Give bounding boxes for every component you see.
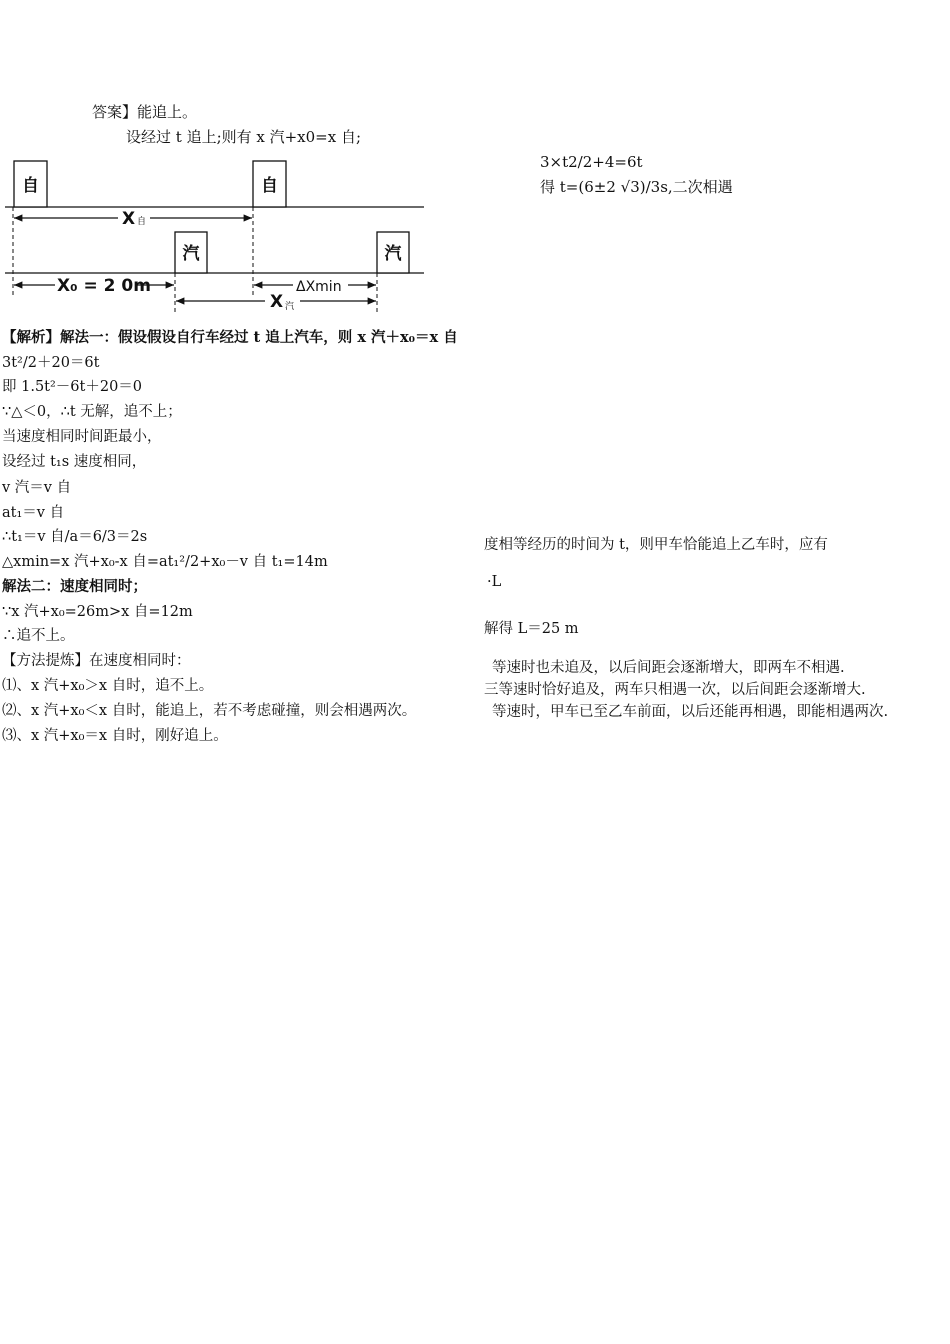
motion-diagram <box>0 158 430 314</box>
assumption-line: 设经过 t 追上;则有 x 汽+x0=x 自; <box>126 128 362 146</box>
car-label-start: 汽 <box>182 244 200 264</box>
right-clipped-fragments <box>484 530 950 730</box>
analysis-line-6: 设经过 t₁s 速度相同， <box>2 454 147 470</box>
analysis-line-8: at₁＝v 自 <box>2 505 65 521</box>
x-bike-label: X <box>122 209 136 229</box>
x-car-sub: 汽 <box>285 302 295 312</box>
analysis-line-5: 当速度相同时间距最小， <box>2 429 162 445</box>
right-fragment-5: 三等速时恰好追及，两车只相遇一次，以后间距会逐渐增大. <box>484 682 866 698</box>
analysis-heading-line: 【解析】解法一：假设假设自行车经过 t 追上汽车，则 x 汽＋x₀＝x 自 <box>2 329 458 346</box>
right-fragment-6: 等速时，甲车已至乙车前面，以后还能再相遇，即能相遇两次. <box>492 704 889 720</box>
car-label-end: 汽 <box>384 244 402 264</box>
analysis-line-2: 3t²/2＋20＝6t <box>2 355 100 371</box>
right-fragment-1: 度相等经历的时间为 t，则甲车恰能追上乙车时，应有 <box>484 537 828 553</box>
analysis-line-9: ∴t₁＝v 自/a＝6/3＝2s <box>2 529 148 545</box>
side-result: 得 t=(6±2 √3)/3s,二次相遇 <box>540 178 733 196</box>
analysis-line-7: v 汽＝v 自 <box>2 480 72 496</box>
right-fragment-4: 等速时也未追及，以后间距会逐渐增大，即两车不相遇. <box>492 660 845 676</box>
right-fragment-2: ·L <box>487 574 502 590</box>
side-equation: 3×t2/2+4=6t <box>540 153 643 171</box>
analysis-line-13: ∴追不上。 <box>2 628 75 644</box>
analysis-line-10: △xmin=x 汽+x₀-x 自=at₁²/2+x₀－v 自 t₁=14m <box>2 554 328 570</box>
x-car-label: X <box>270 292 284 312</box>
right-fragment-3: 解得 L＝25 m <box>484 621 579 637</box>
method-case-1: ⑴、x 汽+x₀＞x 自时，追不上。 <box>2 678 214 694</box>
x0-label: X₀ = 2 0m <box>57 276 151 296</box>
answer-line: 答案】能追上。 <box>92 103 198 121</box>
bike-label-start: 自 <box>22 176 39 196</box>
analysis-line-12: ∵x 汽+x₀=26m>x 自=12m <box>2 604 193 620</box>
dx-min-label: ΔXmin <box>296 279 342 295</box>
method-case-2: ⑵、x 汽+x₀＜x 自时，能追上，若不考虑碰撞，则会相遇两次。 <box>2 703 417 719</box>
analysis-line-3: 即 1.5t²－6t＋20＝0 <box>2 379 143 395</box>
bike-label-end: 自 <box>261 176 278 196</box>
method-case-3: ⑶、x 汽+x₀＝x 自时，刚好追上。 <box>2 728 228 744</box>
analysis-line-4: ∵△＜0，∴t 无解，追不上； <box>2 404 182 420</box>
analysis-method-2: 解法二：速度相同时； <box>2 578 147 595</box>
x-bike-sub: 自 <box>137 217 147 227</box>
method-summary-heading: 【方法提炼】在速度相同时： <box>2 653 191 669</box>
